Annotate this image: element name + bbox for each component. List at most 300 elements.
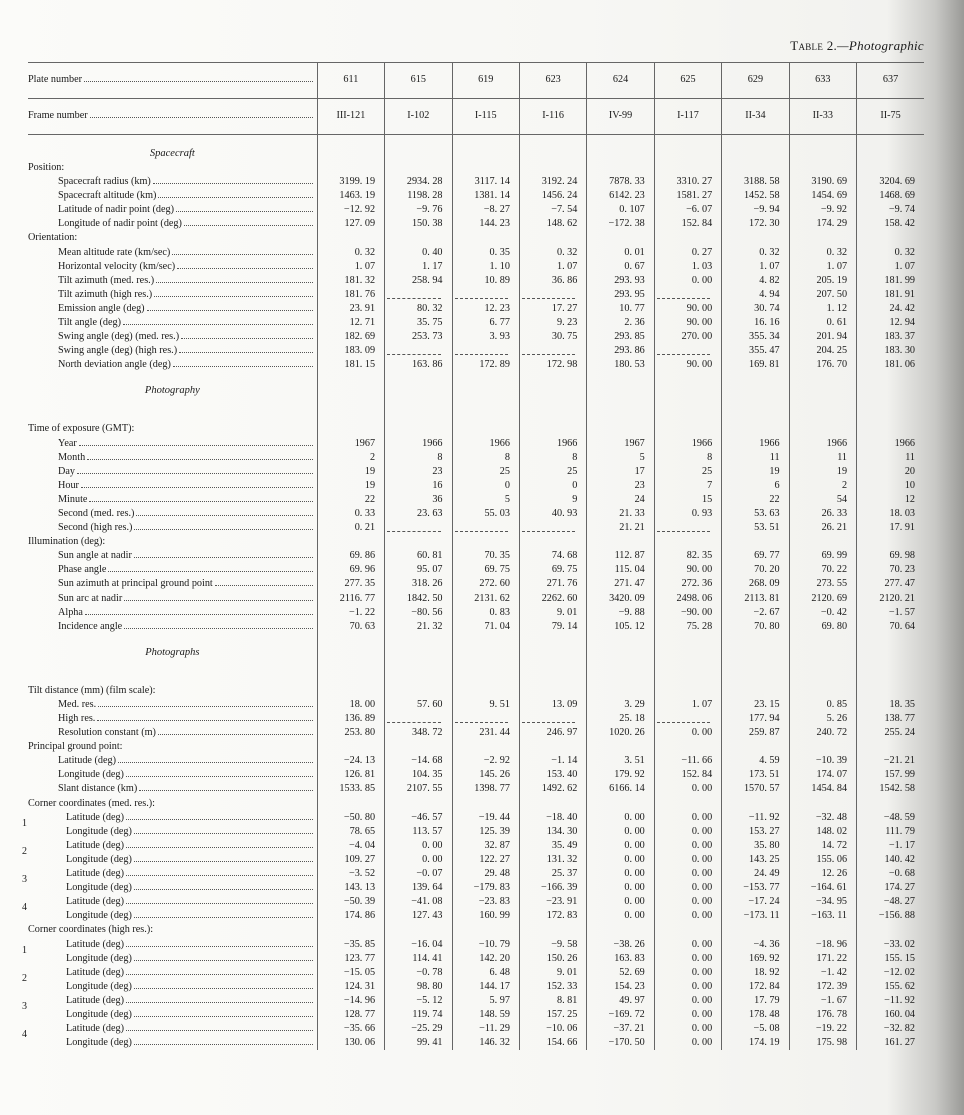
value-cell: 174. 19 [722, 1036, 789, 1050]
data-row [28, 1008, 924, 1022]
value-cell: −35. 85 [317, 938, 384, 952]
value-cell: 0. 00 [654, 274, 721, 288]
row-label [22, 895, 317, 914]
empty-cell [519, 684, 586, 698]
value-cell: −6. 07 [654, 203, 721, 217]
value-cell: −1. 17 [857, 839, 924, 853]
spacer-cell [28, 660, 317, 684]
empty-cell [654, 634, 721, 660]
value-cell: 0. 00 [654, 825, 721, 839]
value-cell: 0. 00 [385, 839, 452, 853]
empty-cell [519, 398, 586, 422]
value-cell: 0. 35 [452, 246, 519, 260]
value-cell: −0. 78 [385, 966, 452, 980]
value-cell: 6 [722, 479, 789, 493]
empty-cell [857, 660, 924, 684]
empty-cell [385, 422, 452, 436]
value-cell: 270. 00 [654, 330, 721, 344]
value-cell: −17. 24 [722, 895, 789, 909]
value-cell: 174. 07 [789, 768, 856, 782]
value-cell: −48. 59 [857, 811, 924, 825]
group-heading: Orientation: [28, 232, 78, 244]
row-label [28, 437, 317, 451]
value-cell: −156. 88 [857, 909, 924, 923]
value-cell: 109. 27 [317, 853, 384, 867]
value-cell: 148. 02 [789, 825, 856, 839]
data-row [28, 895, 924, 909]
group-heading-row [28, 740, 924, 754]
row-label-text: Second (med. res.) [58, 507, 135, 519]
value-cell: 32. 87 [452, 839, 519, 853]
value-cell: 19 [317, 465, 384, 479]
value-cell: −19. 44 [452, 811, 519, 825]
value-cell: 3188. 58 [722, 175, 789, 189]
value-cell: 0. 00 [385, 853, 452, 867]
value-cell: 69. 98 [857, 549, 924, 563]
group-heading: Illumination (deg): [28, 536, 106, 548]
value-cell: −1. 42 [789, 966, 856, 980]
value-cell: 9. 01 [519, 966, 586, 980]
empty-cell [385, 231, 452, 245]
value-cell: 70. 35 [452, 549, 519, 563]
data-row [28, 839, 924, 853]
value-cell: 0. 00 [654, 994, 721, 1008]
not-applicable-cell [385, 521, 452, 535]
value-cell: 57. 60 [385, 698, 452, 712]
row-label [22, 839, 317, 857]
value-cell: 90. 00 [654, 563, 721, 577]
row-label [28, 549, 317, 563]
value-cell: 157. 25 [519, 1008, 586, 1022]
empty-cell [452, 535, 519, 549]
empty-cell [654, 398, 721, 422]
row-label-text: Longitude (deg) [66, 980, 132, 992]
value-cell: 1581. 27 [654, 189, 721, 203]
value-cell: 148. 59 [452, 1008, 519, 1022]
value-cell: 25. 18 [587, 712, 654, 726]
value-cell: −1. 57 [857, 606, 924, 620]
value-cell: −12. 92 [317, 203, 384, 217]
dash-mark [522, 353, 575, 355]
empty-cell [654, 372, 721, 398]
not-applicable-cell [519, 344, 586, 358]
empty-cell [722, 634, 789, 660]
value-cell: 19 [789, 465, 856, 479]
value-cell: −8. 27 [452, 203, 519, 217]
value-cell: 179. 92 [587, 768, 654, 782]
empty-cell [722, 231, 789, 245]
value-cell: 70. 22 [789, 563, 856, 577]
corner-number: 2 [22, 972, 27, 984]
empty-cell [385, 135, 452, 162]
section-heading: Photography [144, 385, 200, 397]
value-cell: −50. 39 [317, 895, 384, 909]
value-cell: −18. 40 [519, 811, 586, 825]
section-heading-row [28, 372, 924, 398]
value-cell: 1. 03 [654, 260, 721, 274]
value-cell: 2116. 77 [317, 592, 384, 606]
value-cell: 1966 [722, 437, 789, 451]
value-cell: 1966 [789, 437, 856, 451]
empty-cell [654, 660, 721, 684]
value-cell: 1966 [857, 437, 924, 451]
value-cell: 175. 98 [789, 1036, 856, 1050]
value-cell: 169. 81 [722, 358, 789, 372]
row-label [28, 577, 317, 591]
value-cell: 178. 48 [722, 1008, 789, 1022]
row-label-text: Resolution constant (m) [58, 727, 156, 739]
value-cell: 0. 00 [587, 853, 654, 867]
value-cell: 173. 51 [722, 768, 789, 782]
value-cell: −35. 66 [317, 1022, 384, 1036]
data-row [28, 316, 924, 330]
value-cell: 1967 [317, 437, 384, 451]
value-cell: 8. 81 [519, 994, 586, 1008]
value-cell: −10. 79 [452, 938, 519, 952]
value-cell: 70. 63 [317, 620, 384, 634]
frame-number: II-33 [789, 99, 856, 135]
value-cell: −0. 42 [789, 606, 856, 620]
value-cell: 23. 63 [385, 507, 452, 521]
empty-cell [857, 372, 924, 398]
value-cell: −46. 57 [385, 811, 452, 825]
value-cell: 172. 83 [519, 909, 586, 923]
frame-number: I-115 [452, 99, 519, 135]
value-cell: 69. 75 [519, 563, 586, 577]
value-cell: 268. 09 [722, 577, 789, 591]
value-cell: −10. 39 [789, 754, 856, 768]
value-cell: 1381. 14 [452, 189, 519, 203]
value-cell: −23. 91 [519, 895, 586, 909]
value-cell: 163. 83 [587, 952, 654, 966]
value-cell: 144. 17 [452, 980, 519, 994]
value-cell: −179. 83 [452, 881, 519, 895]
group-heading: Principal ground point: [28, 741, 123, 753]
value-cell: −4. 04 [317, 839, 384, 853]
row-label [22, 994, 317, 1012]
dash-mark [657, 297, 710, 299]
row-label [28, 344, 317, 358]
section-heading-row [28, 135, 924, 162]
value-cell: 0. 00 [587, 909, 654, 923]
row-label [22, 938, 317, 956]
value-cell: 139. 64 [385, 881, 452, 895]
row-label [28, 99, 317, 135]
value-cell: 0. 32 [519, 246, 586, 260]
value-cell: 98. 80 [385, 980, 452, 994]
data-row [28, 203, 924, 217]
value-cell: 11 [857, 451, 924, 465]
value-cell: 183. 09 [317, 344, 384, 358]
value-cell: 0. 00 [654, 1022, 721, 1036]
frame-number: I-117 [654, 99, 721, 135]
value-cell: 52. 69 [587, 966, 654, 980]
row-label-text: Longitude (deg) [66, 910, 132, 922]
dash-mark [657, 353, 710, 355]
not-applicable-cell [452, 521, 519, 535]
frame-number: IV-99 [587, 99, 654, 135]
empty-cell [722, 372, 789, 398]
row-label-text: Med. res. [58, 698, 97, 710]
empty-cell [587, 398, 654, 422]
data-row [28, 825, 924, 839]
value-cell: 277. 47 [857, 577, 924, 591]
value-cell: 172. 84 [722, 980, 789, 994]
row-label-text: Alpha [58, 606, 83, 618]
row-label [28, 302, 317, 316]
value-cell: 69. 96 [317, 563, 384, 577]
data-row [28, 493, 924, 507]
empty-cell [654, 740, 721, 754]
value-cell: −50. 80 [317, 811, 384, 825]
value-cell: 0. 00 [587, 895, 654, 909]
value-cell: 71. 04 [452, 620, 519, 634]
empty-cell [452, 660, 519, 684]
empty-cell [789, 660, 856, 684]
value-cell: −9. 58 [519, 938, 586, 952]
value-cell: 12 [857, 493, 924, 507]
empty-cell [789, 135, 856, 162]
value-cell: 53. 63 [722, 507, 789, 521]
value-cell: −170. 50 [587, 1036, 654, 1050]
value-cell: 154. 23 [587, 980, 654, 994]
value-cell: 1966 [385, 437, 452, 451]
row-label [28, 246, 317, 260]
row-label-text: Second (high res.) [58, 522, 133, 534]
corner-number: 3 [22, 1000, 27, 1012]
empty-cell [789, 684, 856, 698]
dash-mark [455, 530, 508, 532]
value-cell: 11 [789, 451, 856, 465]
value-cell: 60. 81 [385, 549, 452, 563]
table-title-suffix: —Photographic [837, 38, 924, 53]
empty-cell [587, 535, 654, 549]
value-cell: 69. 80 [789, 620, 856, 634]
value-cell: 18. 03 [857, 507, 924, 521]
empty-cell [722, 422, 789, 436]
value-cell: 318. 26 [385, 577, 452, 591]
value-cell: 2 [317, 451, 384, 465]
value-cell: 11 [722, 451, 789, 465]
value-cell: 2. 36 [587, 316, 654, 330]
value-cell: −80. 56 [385, 606, 452, 620]
empty-cell [857, 634, 924, 660]
value-cell: 0. 00 [587, 811, 654, 825]
empty-cell [587, 923, 654, 937]
group-heading: Tilt distance (mm) (film scale): [28, 684, 156, 696]
empty-cell [317, 684, 384, 698]
value-cell: 112. 87 [587, 549, 654, 563]
spacer-row [28, 660, 924, 684]
row-label [28, 189, 317, 203]
value-cell: 69. 99 [789, 549, 856, 563]
empty-cell [857, 797, 924, 811]
empty-cell [317, 161, 384, 175]
value-cell: 24. 42 [857, 302, 924, 316]
value-cell: 158. 42 [857, 217, 924, 231]
value-cell: 138. 77 [857, 712, 924, 726]
value-cell: 53. 51 [722, 521, 789, 535]
value-cell: 70. 23 [857, 563, 924, 577]
row-label-text: Swing angle (deg) (high res.) [58, 345, 178, 357]
empty-cell [452, 135, 519, 162]
value-cell: −21. 21 [857, 754, 924, 768]
value-cell: 127. 09 [317, 217, 384, 231]
data-row [28, 521, 924, 535]
value-cell: 272. 60 [452, 577, 519, 591]
value-cell: 181. 99 [857, 274, 924, 288]
data-row [28, 465, 924, 479]
empty-cell [519, 634, 586, 660]
row-label-text: Latitude (deg) [66, 868, 124, 880]
empty-cell [385, 923, 452, 937]
value-cell: 26. 33 [789, 507, 856, 521]
table-title-prefix: Table 2. [790, 38, 838, 53]
value-cell: 0. 00 [654, 938, 721, 952]
row-label-text: Latitude (deg) [66, 896, 124, 908]
row-label-text: Longitude (deg) [66, 853, 132, 865]
row-label-text: Latitude of nadir point (deg) [58, 204, 174, 216]
value-cell: 2934. 28 [385, 175, 452, 189]
value-cell: 293. 85 [587, 330, 654, 344]
value-cell: 90. 00 [654, 302, 721, 316]
row-label [28, 952, 317, 966]
value-cell: 10. 77 [587, 302, 654, 316]
value-cell: 2498. 06 [654, 592, 721, 606]
row-label [28, 507, 317, 521]
empty-cell [452, 797, 519, 811]
value-cell: 16. 16 [722, 316, 789, 330]
table-title [790, 38, 924, 54]
data-row [28, 330, 924, 344]
empty-cell [654, 797, 721, 811]
not-applicable-cell [654, 521, 721, 535]
value-cell: 123. 77 [317, 952, 384, 966]
value-cell: −48. 27 [857, 895, 924, 909]
section-heading: Photographs [145, 646, 200, 658]
value-cell: 6166. 14 [587, 782, 654, 796]
value-cell: 2113. 81 [722, 592, 789, 606]
value-cell: 1967 [587, 437, 654, 451]
data-row [28, 549, 924, 563]
value-cell: −1. 22 [317, 606, 384, 620]
value-cell: 3192. 24 [519, 175, 586, 189]
value-cell: 13. 09 [519, 698, 586, 712]
group-heading-row [28, 535, 924, 549]
value-cell: 8 [519, 451, 586, 465]
empty-cell [519, 161, 586, 175]
data-row [28, 344, 924, 358]
value-cell: 253. 73 [385, 330, 452, 344]
empty-cell [519, 422, 586, 436]
dash-mark [522, 530, 575, 532]
value-cell: −7. 54 [519, 203, 586, 217]
empty-cell [452, 740, 519, 754]
value-cell: 9 [519, 493, 586, 507]
group-heading: Position: [28, 162, 65, 173]
data-row [28, 479, 924, 493]
empty-cell [317, 398, 384, 422]
value-cell: 114. 41 [385, 952, 452, 966]
data-row [28, 952, 924, 966]
not-applicable-cell [519, 712, 586, 726]
row-label-text: Longitude (deg) [66, 1037, 132, 1049]
value-cell: 4. 82 [722, 274, 789, 288]
value-cell: 0. 00 [654, 980, 721, 994]
value-cell: 1463. 19 [317, 189, 384, 203]
section-heading: Spacecraft [149, 147, 195, 159]
row-label [28, 980, 317, 994]
data-row [28, 1036, 924, 1050]
row-label-text: Tilt azimuth (high res.) [58, 288, 153, 300]
value-cell: 131. 32 [519, 853, 586, 867]
row-label-text: Mean altitude rate (km/sec) [58, 246, 171, 258]
empty-cell [587, 634, 654, 660]
value-cell: 127. 43 [385, 909, 452, 923]
value-cell: 1966 [654, 437, 721, 451]
value-cell: −0. 07 [385, 867, 452, 881]
value-cell: −90. 00 [654, 606, 721, 620]
value-cell: 143. 25 [722, 853, 789, 867]
empty-cell [317, 422, 384, 436]
value-cell: 29. 48 [452, 867, 519, 881]
empty-cell [317, 135, 384, 162]
data-row [28, 768, 924, 782]
value-cell: −3. 52 [317, 867, 384, 881]
value-cell: 0. 00 [587, 839, 654, 853]
data-row [28, 938, 924, 952]
value-cell: −33. 02 [857, 938, 924, 952]
dash-mark [387, 530, 440, 532]
value-cell: 23. 91 [317, 302, 384, 316]
value-cell: 174. 27 [857, 881, 924, 895]
value-cell: 0. 00 [654, 895, 721, 909]
data-row [28, 909, 924, 923]
value-cell: 258. 94 [385, 274, 452, 288]
value-cell: 49. 97 [587, 994, 654, 1008]
frame-number-row [28, 99, 924, 135]
value-cell: 0. 83 [452, 606, 519, 620]
empty-cell [452, 231, 519, 245]
row-label-text: Frame number [28, 110, 88, 122]
dash-mark [657, 530, 710, 532]
row-label [28, 479, 317, 493]
empty-cell [519, 923, 586, 937]
empty-cell [317, 372, 384, 398]
empty-cell [587, 684, 654, 698]
value-cell: 105. 12 [587, 620, 654, 634]
empty-cell [789, 535, 856, 549]
value-cell: 0. 32 [722, 246, 789, 260]
value-cell: 21. 32 [385, 620, 452, 634]
value-cell: 152. 84 [654, 768, 721, 782]
value-cell: 3199. 19 [317, 175, 384, 189]
row-label [28, 274, 317, 288]
value-cell: 0. 00 [654, 867, 721, 881]
value-cell: 5 [452, 493, 519, 507]
plate-number: 615 [385, 63, 452, 99]
value-cell: 207. 50 [789, 288, 856, 302]
data-row [28, 189, 924, 203]
value-cell: 4. 94 [722, 288, 789, 302]
value-cell: 2 [789, 479, 856, 493]
value-cell: 12. 26 [789, 867, 856, 881]
value-cell: 204. 25 [789, 344, 856, 358]
empty-cell [452, 372, 519, 398]
value-cell: 0. 32 [857, 246, 924, 260]
value-cell: −173. 11 [722, 909, 789, 923]
empty-cell [654, 923, 721, 937]
